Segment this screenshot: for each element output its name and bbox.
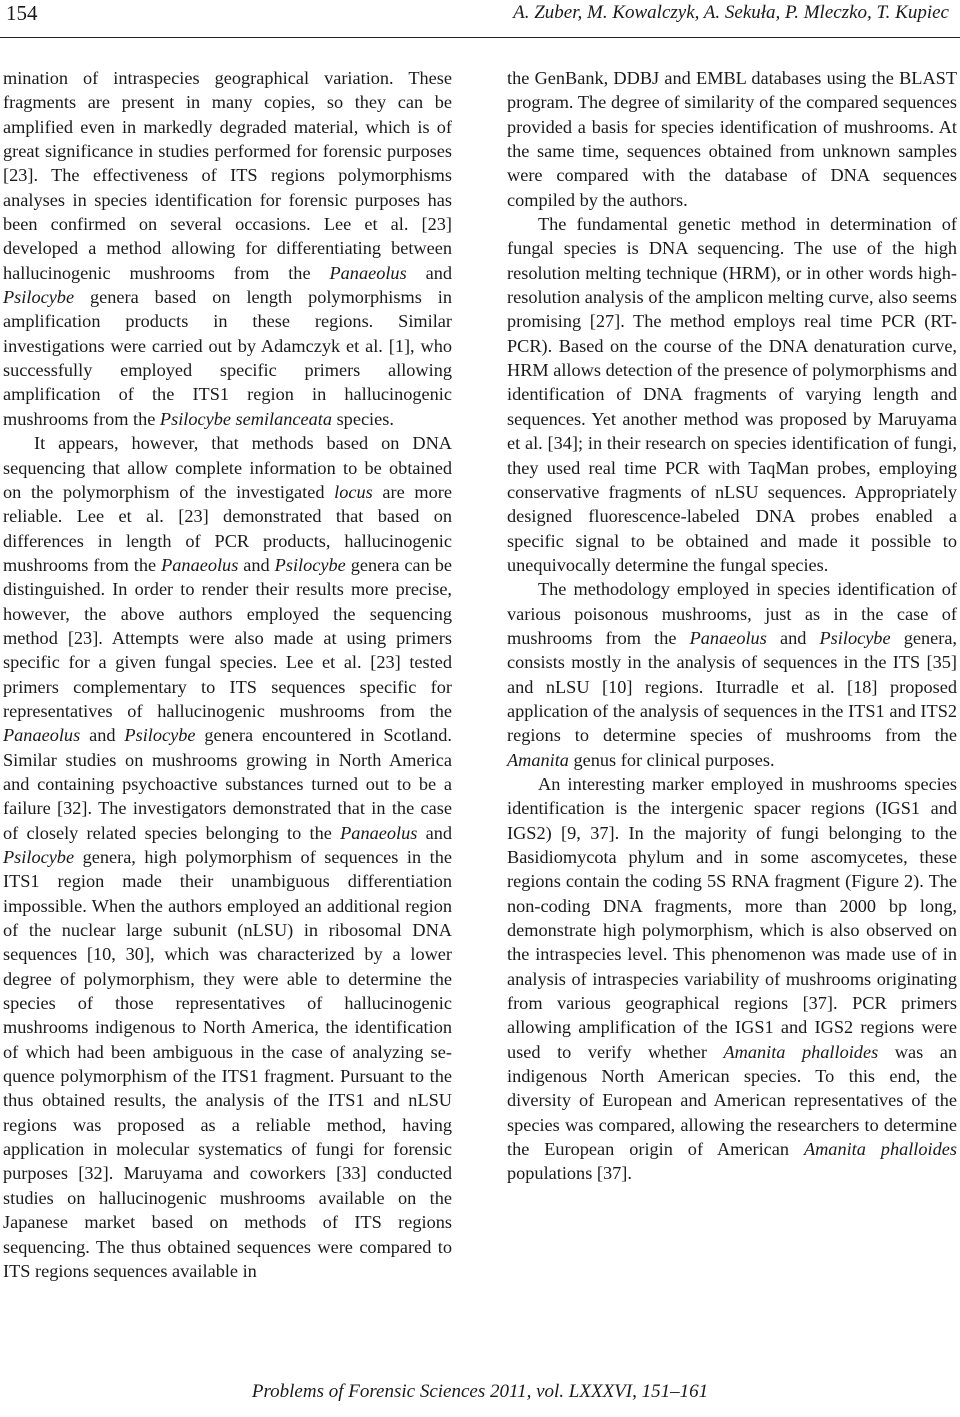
text-run: mination of intraspecies geographical variation. These fragments are present in many copies, so they can be amplified even in markedly degraded material, which is of great significance in studies performed for forensic purposes [23]. The effectiveness of ITS regions polymorphisms analyses in species identification for forensic purposes has been confirmed on several occasions. Lee et al. [23] developed a method allowing for differentiating between hallucinogenic mushrooms from the <box>3 68 452 283</box>
italic-term: Psilocybe semilanceata <box>159 408 332 429</box>
paragraph <box>3 66 452 431</box>
italic-term: Psilocybe <box>124 725 196 746</box>
text-run: genera can be distinguished. In order to render their results more precise, however, the above authors employed the sequencing method [23]. Attempts were also made at using primers specific for a given fungal species. Lee et al. [23] tested primers complementary to ITS sequences specific for representatives of hallucinogenic mushrooms from the <box>3 554 453 721</box>
text-run: and <box>417 822 452 843</box>
text-run: genera, high polymorphism of sequences in the ITS1 region made their unambiguous differentiation impossible. When the authors employed an additional region of the nuclear large subunit (nLSU) in ribosomal DNA sequences [10, 30], which was characterized by a lower degree of polymorphism, they were able to determine the species of those representatives of hallucinogenic mushrooms indigenous to North America, the identification of which had been ambiguous in the case of analyzing sequence polymorphism of the ITS1 fragment. Pursuant to the thus obtained results, the analysis of the ITS1 and nLSU regions was proposed as a reliable method, having application in molecular systematics of fungi for forensic purposes [32]. Maruyama and coworkers [33] conducted studies on hallucinogenic mushrooms available on the Japanese market based on methods of ITS regions sequencing. The thus obtained sequences were compared to ITS regions sequences available in <box>3 847 452 1281</box>
text-run: genera based on length polymorphisms in amplification products in these regions. Similar investigations were carried out by Adamczyk et al. [1], who successfully employed specific primers allowing amplification of the ITS1 region in hallucinogenic mushrooms from the <box>3 287 452 429</box>
text-run: It appears, however, that methods based on DNA sequencing that allow complete information to be obtained on the polymorphism of the investigated <box>3 433 452 502</box>
text-run: species. <box>332 408 394 429</box>
paragraph <box>507 212 957 577</box>
italic-term: Psilocybe <box>819 627 891 648</box>
text-run: The fundamental genetic method in determination of fungal species is DNA sequencing. The use of the high resolution melting technique (HRM), or in other words high-resolution analysis of the amplicon melting curve, also seems promising [27]. The method employs real time PCR (RT-PCR). Based on the course of the DNA denaturation curve, HRM allows detection of the presence of polymorphisms and identification of DNA fragments of varying length and sequences. Yet another method was proposed by Maruyama et al. [34]; in their research on species identification of fungi, they used real time PCR with TaqMan probes, employing conservative fragments of nLSU sequences. Appropriately designed fluorescence-labeled DNA probes enabled a specific signal to be obtained and made it possible to unequivocally determine the fungal species. <box>507 214 957 575</box>
italic-term: Psilocybe <box>3 847 75 867</box>
running-header-authors: A. Zuber, M. Kowalczyk, A. Sekuła, P. Mleczko, T. Kupiec <box>513 2 949 23</box>
text-run: are more reliable. Lee et al. [23] demonstrated that based on differences in length of PCR products, hallucinogenic mushrooms from the <box>3 481 452 575</box>
italic-term: Panaeolus <box>329 262 407 283</box>
journal-footer: Problems of Forensic Sciences 2011, vol. LXXXVI, 151–161 <box>251 1381 709 1402</box>
italic-term: Amanita phalloides <box>723 1041 879 1062</box>
text-run: the GenBank, DDBJ and EMBL databases using the BLAST program. The degree of similarity of the compared sequences provided a basis for species identification of mushrooms. At the same time, sequences obtained from unknown samples were compared with the database of DNA sequences compiled by the authors. <box>507 68 957 210</box>
italic-term: Panaeolus <box>340 822 418 843</box>
paragraph <box>3 431 452 1283</box>
paragraph <box>507 577 957 772</box>
italic-term: Panaeolus <box>689 627 767 648</box>
text-run: and <box>406 262 453 283</box>
text-run: was an indigenous North American species. To this end, the diversity of European and American representatives of the species was compared, allowing the researchers to determine the European origin of American <box>507 1041 957 1160</box>
left-column <box>3 66 452 1283</box>
text-run: genus for clinical purposes. <box>568 749 775 770</box>
text-run: The methodology employed in species identification of various poisonous mushrooms, just as in the case of mushrooms from the <box>507 579 957 648</box>
text-run: and <box>238 554 275 575</box>
text-run: and <box>80 725 125 746</box>
text-run: genera, consists mostly in the analysis of sequences in the ITS [35] and nLSU [10] regions. Iturradle et al. [18] proposed application of the analysis of sequences in the ITS1 and ITS2 regions to determine species of mushrooms from the <box>507 627 958 746</box>
italic-term: locus <box>334 481 373 502</box>
italic-term: Psilocybe <box>274 554 346 575</box>
text-run: populations [37]. <box>507 1163 632 1184</box>
text-run: genera encountered in Scotland. Similar studies on mushrooms growing in North America and containing psychoactive substances turned out to be a failure [32]. The investigators demonstrated that in the case of closely related species belonging to the <box>3 725 452 843</box>
paragraph <box>507 772 957 1186</box>
italic-term: Panaeolus <box>3 725 81 746</box>
italic-term: Psilocybe <box>3 287 75 308</box>
italic-term: Panaeolus <box>161 554 239 575</box>
page-number: 154 <box>6 1 38 25</box>
text-run: An interesting marker employed in mushrooms species identification is the intergenic spacer regions (IGS1 and IGS2) [9, 37]. In the majority of fungi belonging to the Basidiomycota phylum and in some ascomycetes, these regions contain the coding 5S RNA fragment (Figure 2). The non-coding DNA fragments, more than 2000 bp long, demonstrate high polymorphism, which is also observed on the intraspecies level. This phenomenon was made use of in analysis of intraspecies variability of mushrooms originating from various geographical regions [37]. PCR primers allowing amplification of the IGS1 and IGS2 regions were used to verify whether <box>507 773 957 1062</box>
header-rule <box>0 37 960 38</box>
paragraph <box>507 66 957 212</box>
text-run: and <box>766 627 820 648</box>
right-column <box>507 66 957 1186</box>
italic-term: Amanita <box>507 749 569 770</box>
italic-term: Amanita phalloides <box>803 1139 957 1160</box>
